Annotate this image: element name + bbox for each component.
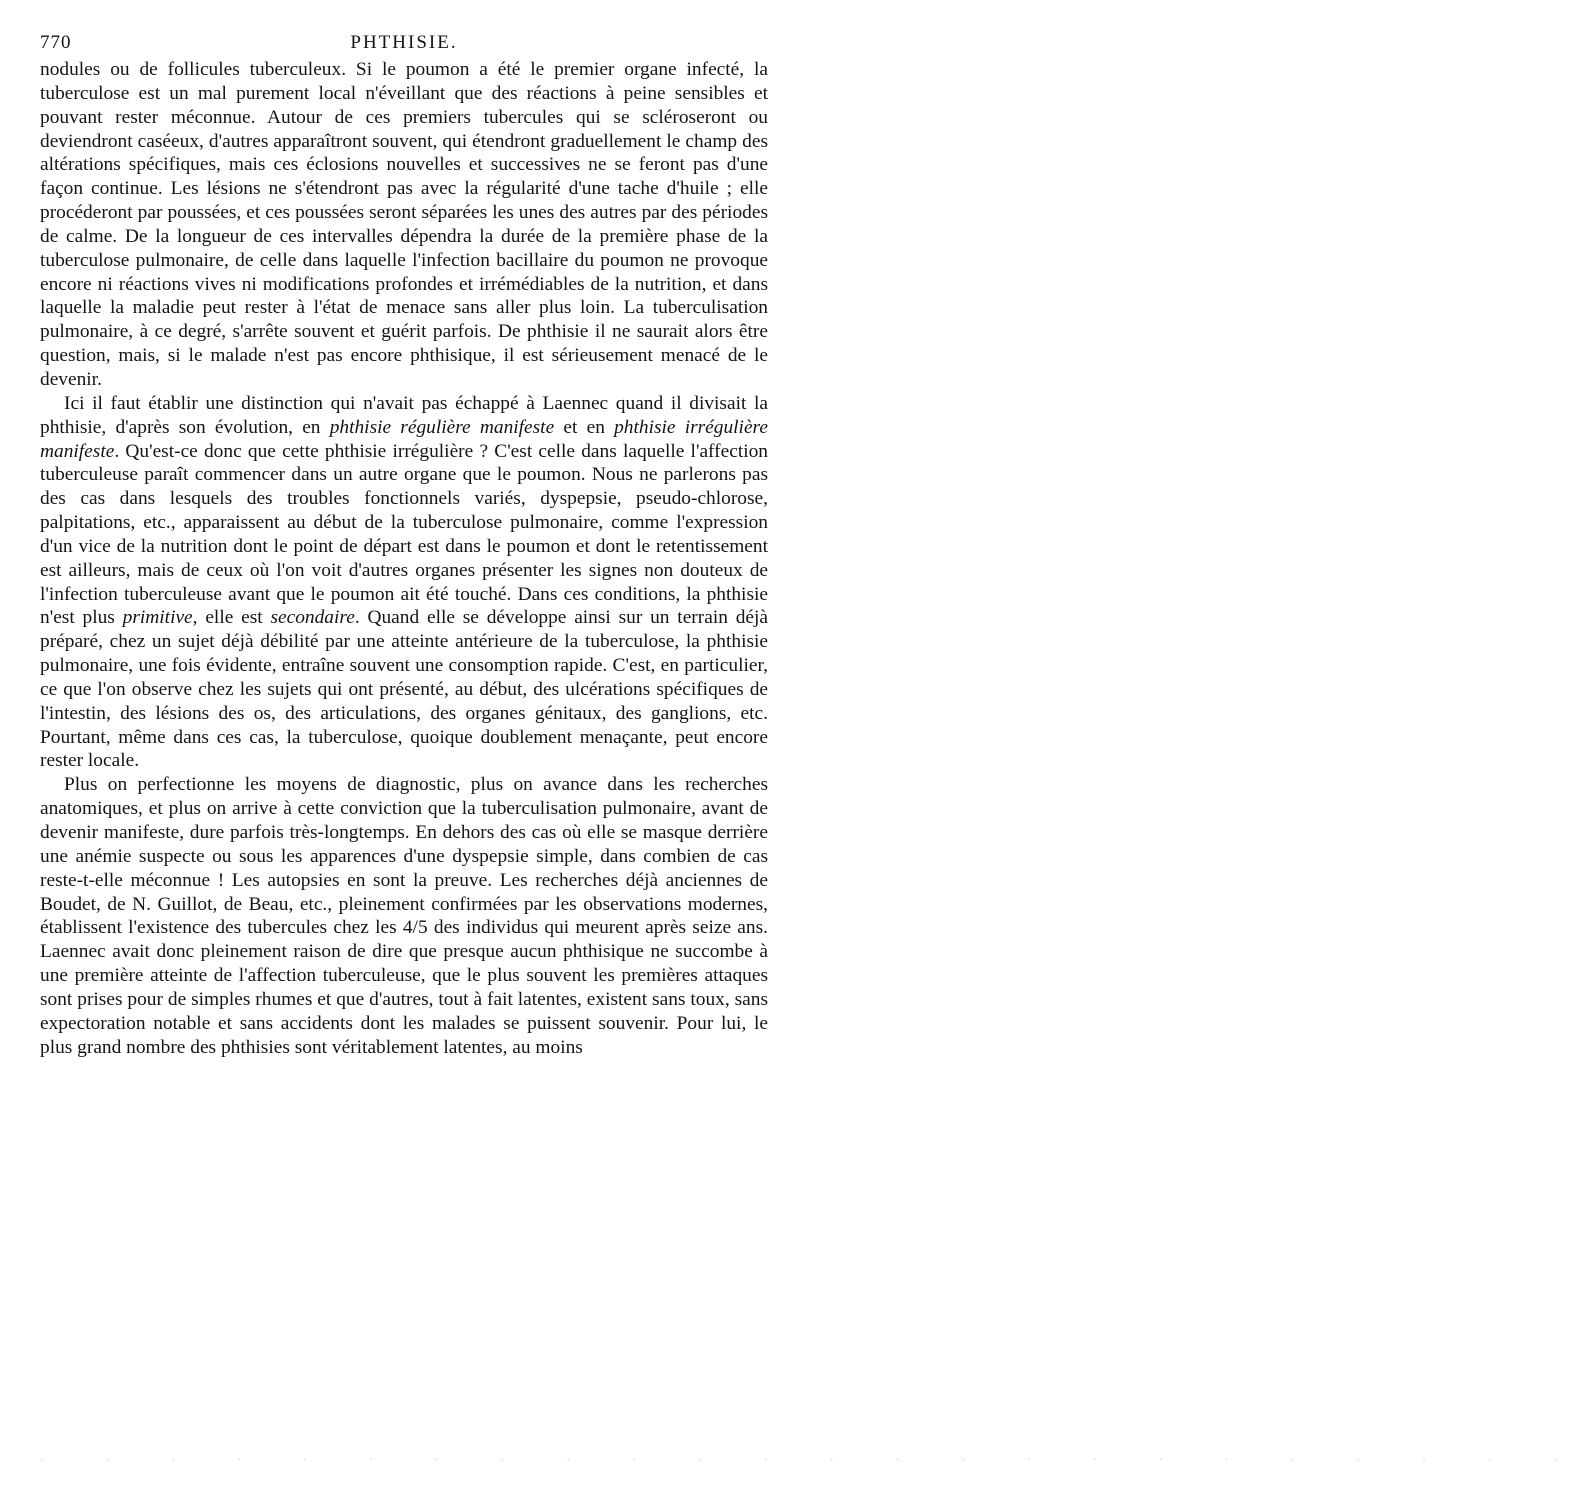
running-title: PHTHISIE. [350, 32, 458, 53]
page-number: 770 [40, 32, 72, 53]
paragraph-2-text-b: et en [554, 416, 615, 438]
paragraph-2-text-a: Ici il faut établir une distinction qui n'avait pas échappé à Laennec quand il divisait la phthisie, d'après son évolution, en [40, 392, 768, 438]
paragraph-1: nodules ou de follicules tuberculeux. Si le poumon a été le premier organe infecté, la tuberculose est un mal purement local n'éveillant que des réactions à peine sensibles et pouvant rester méconnue. Autour de ces premiers tubercules qui se scléroseront ou deviendront caséeux, d'autres apparaîtront souvent, qui étendront graduellement le champ des altérations spécifiques, mais ces éclosions nouvelles et successives ne se feront pas d'une façon continue. Les lésions ne s'étendront pas avec la régularité d'une tache d'huile ; elle procéderont par poussées, et ces poussées seront séparées les unes des autres par des périodes de calme. De la longueur de ces intervalles dépendra la durée de la première phase de la tuberculose pulmonaire, de celle dans laquelle l'infection bacillaire du poumon ne provoque encore ni réactions vives ni modifications profondes et irrémédiables de la nutrition, et dans laquelle la maladie peut rester à l'état de menace sans aller plus loin. La tuberculisation pulmonaire, à ce degré, s'arrête souvent et guérit parfois. De phthisie il ne saurait alors être question, mais, si le malade n'est pas encore phthisique, il est sérieusement menacé de le devenir. [40, 59, 768, 390]
page-header [40, 28, 768, 58]
paragraph-3: Plus on perfectionne les moyens de diagnostic, plus on avance dans les recherches anatomiques, et plus on arrive à cette conviction que la tuberculisation pulmonaire, avant de devenir manifeste, dure parfois très-longtemps. En dehors des cas où elle se masque derrière une anémie suspecte ou sous les apparences d'une dyspepsie simple, dans combien de cas reste-t-elle méconnue ! Les autopsies en sont la preuve. Les recherches déjà anciennes de Boudet, de N. Guillot, de Beau, etc., pleinement confirmées par les observations modernes, établissent l'existence des tubercules chez les 4/5 des individus qui meurent après seize ans. Laennec avait donc pleinement raison de dire que presque aucun phthisique ne succombe à une première atteinte de l'affection tuberculeuse, que le plus souvent les premières attaques sont prises pour de simples rhumes et que d'autres, tout à fait latentes, existent sans toux, sans expectoration notable et sans accidents dont les malades se puissent souvenir. Pour lui, le plus grand nombre des phthisies sont véritablement latentes, au moins [40, 774, 768, 1058]
scan-artifact-dots: · · · · · · · · · · · · · · · · · · · · · · · · [40, 1455, 1587, 1466]
term-secondaire: secondaire [270, 607, 355, 629]
term-phthisie-irreguliere: phthisie irrégulière manifeste [40, 416, 768, 462]
term-phthisie-reguliere: phthisie régulière manifeste [329, 416, 555, 438]
paragraph-2 [40, 392, 768, 774]
paragraph-2-text-d: , elle est [192, 607, 271, 629]
body-text [40, 58, 768, 1059]
paragraph-2-text-c: . Qu'est-ce donc que cette phthisie irrégulière ? C'est celle dans laquelle l'affection tuberculeuse paraît commencer dans un autre organe que le poumon. Nous ne parlerons pas des cas dans lesquels des troubles fonctionnels variés, dyspepsie, pseudo-chlorose, palpitations, etc., apparaissent au début de la tuberculose pulmonaire, comme l'expression d'un vice de la nutrition dont le point de départ est dans le poumon et dont le retentissement est ailleurs, mais de ceux où l'on voit d'autres organes présenter les signes non douteux de l'infection tuberculeuse avant que le poumon ait été touché. Dans ces conditions, la phthisie n'est plus [40, 440, 768, 629]
paragraph-2-text-e: . Quand elle se développe ainsi sur un terrain déjà préparé, chez un sujet déjà débilité par une atteinte antérieure de la tuberculose, la phthisie pulmonaire, une fois évidente, entraîne souvent une consomption rapide. C'est, en particulier, ce que l'on observe chez les sujets qui ont présenté, au début, des ulcérations spécifiques de l'intestin, des lésions des os, des articulations, des organes génitaux, des ganglions, etc. Pourtant, même dans ces cas, la tuberculose, quoique doublement menaçante, peut encore rester locale. [40, 607, 768, 772]
book-page [40, 28, 768, 1059]
term-primitive: primitive [122, 607, 193, 629]
